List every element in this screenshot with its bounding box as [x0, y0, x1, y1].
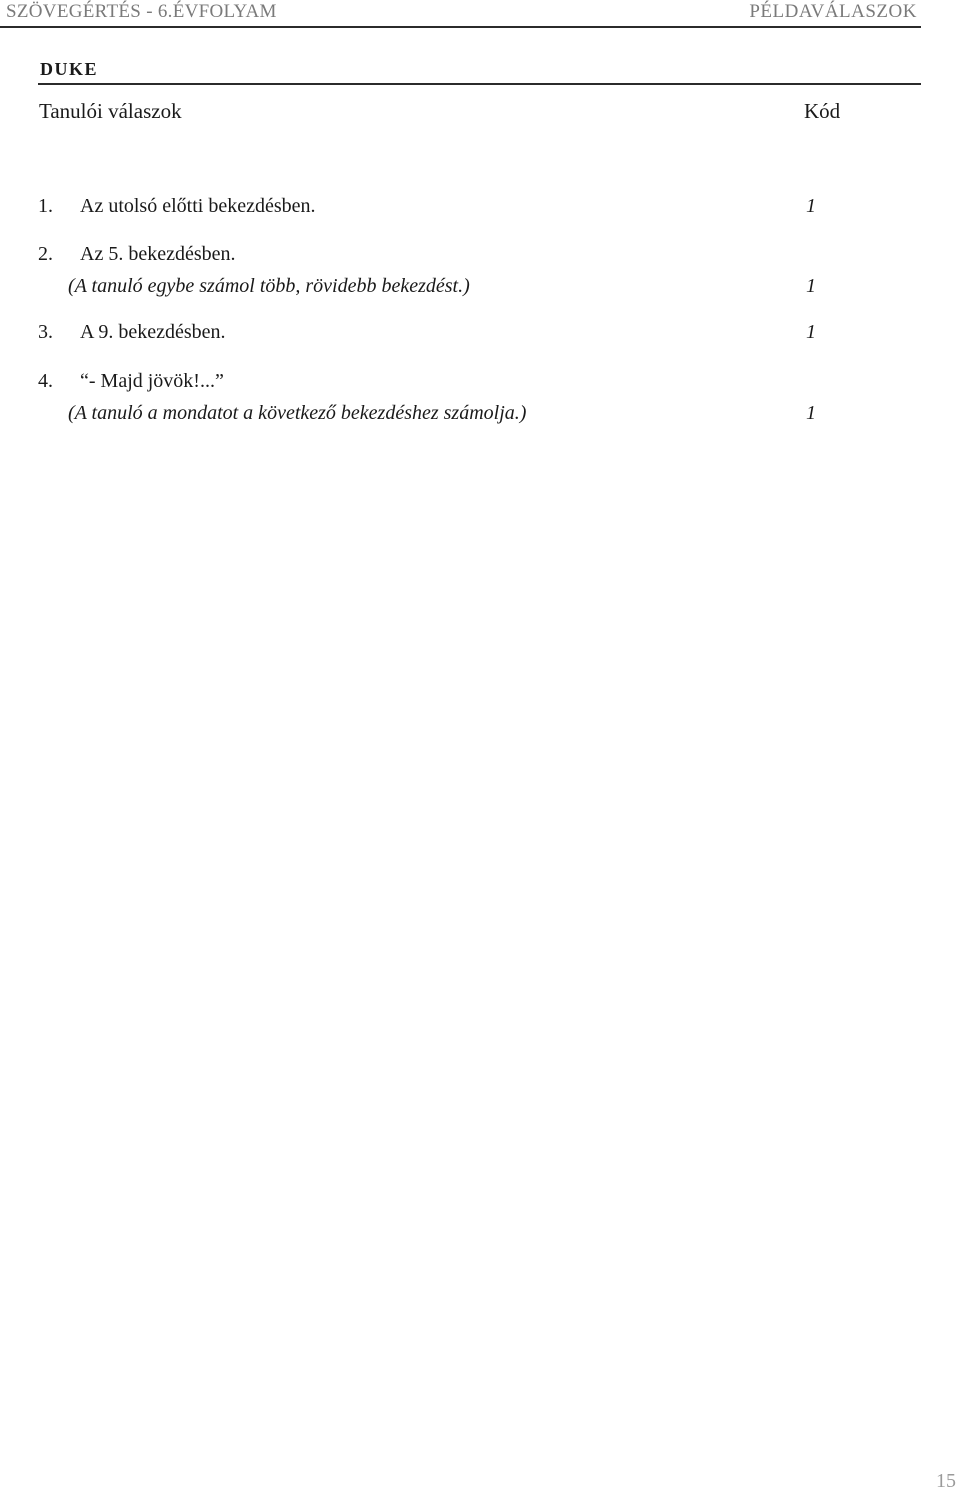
answer-text: Az 5. bekezdésben. — [80, 243, 236, 265]
answer-number: 4. — [38, 370, 53, 392]
answer-text: Az utolsó előtti bekezdésben. — [80, 195, 316, 217]
answer-code: 1 — [806, 275, 816, 297]
column-header-answers: Tanulói válaszok — [39, 99, 182, 123]
answer-number: 1. — [38, 195, 53, 217]
answer-text: “- Majd jövök!...” — [80, 370, 224, 392]
header-subject: SZÖVEGÉRTÉS - 6.ÉVFOLYAM — [6, 1, 277, 22]
answer-text: A 9. bekezdésben. — [80, 321, 226, 343]
header-section: PÉLDAVÁLASZOK — [749, 1, 917, 22]
section-header — [38, 57, 921, 85]
answer-code: 1 — [806, 321, 816, 343]
running-header — [0, 0, 921, 28]
page-number: 15 — [936, 1470, 956, 1492]
answer-code: 1 — [806, 195, 816, 217]
column-header-code: Kód — [804, 99, 841, 123]
answer-number: 3. — [38, 321, 53, 343]
answer-code: 1 — [806, 402, 816, 424]
answer-note: (A tanuló egybe számol több, rövidebb bekezdést.) — [68, 275, 470, 297]
answer-note: (A tanuló a mondatot a következő bekezdéshez számolja.) — [68, 402, 527, 424]
answer-number: 2. — [38, 243, 53, 265]
section-title: DUKE — [40, 59, 99, 79]
